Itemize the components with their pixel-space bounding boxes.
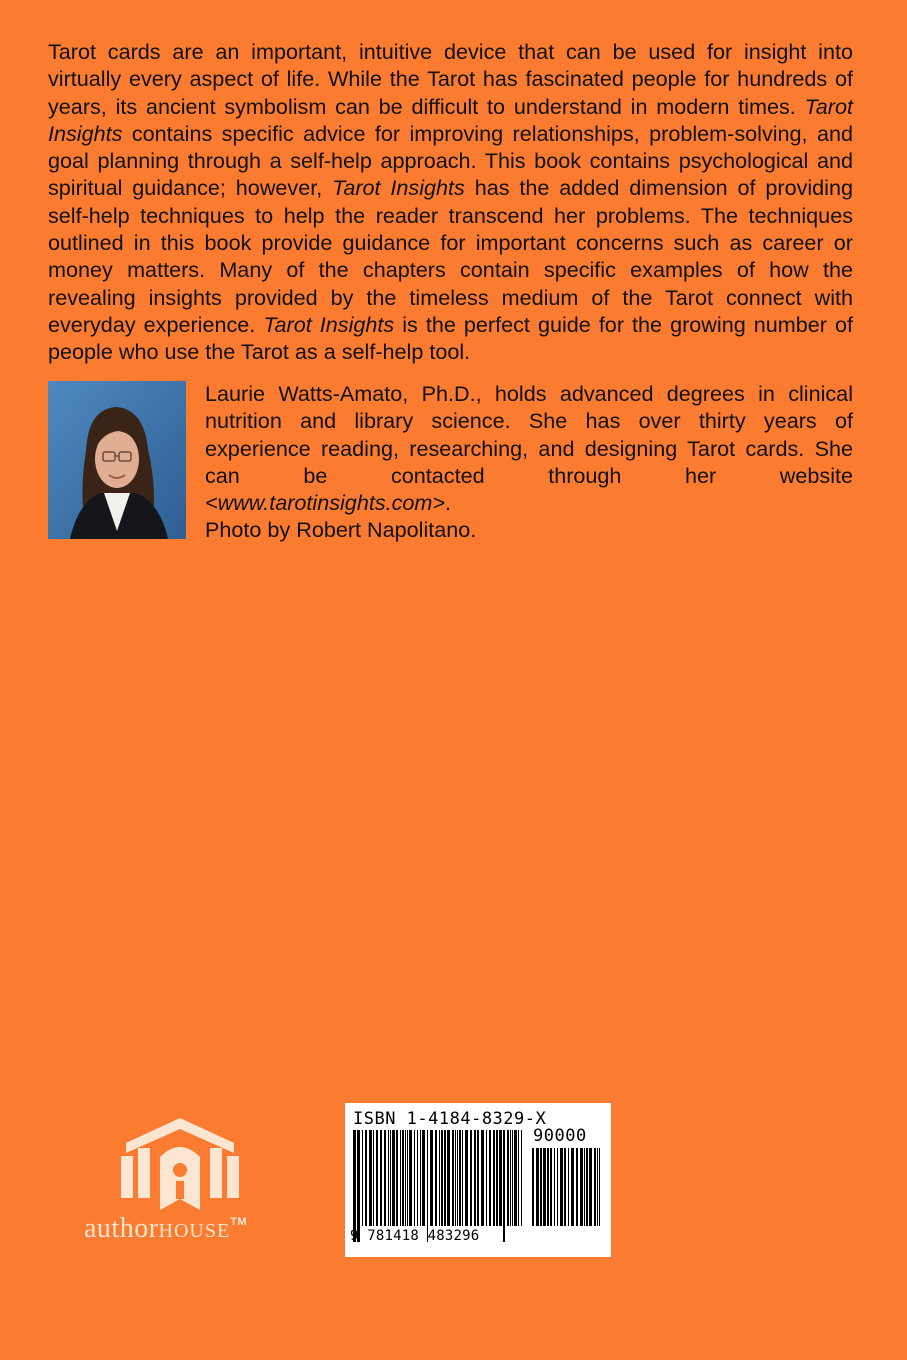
blurb-part-1: Tarot cards are an important, intuitive device that can be used for insight into virtually every aspect of life. While the Tarot has fascinated people for hundreds of years, its ancient symbolism can be difficult to understand in modern times. xyxy=(48,39,853,119)
barcode-bar xyxy=(547,1148,549,1226)
barcode-bar xyxy=(459,1130,461,1226)
barcode-bar xyxy=(388,1130,389,1226)
trademark-symbol: TM xyxy=(230,1216,248,1228)
barcode-bar xyxy=(521,1130,522,1226)
barcode-bar xyxy=(571,1148,574,1226)
barcode-bar xyxy=(417,1130,418,1226)
barcode-bar xyxy=(507,1130,509,1226)
barcode-bar xyxy=(584,1148,585,1226)
barcode-bar xyxy=(496,1130,498,1226)
barcode-bar xyxy=(568,1148,569,1226)
photo-credit: Photo by Robert Napolitano. xyxy=(205,517,477,543)
barcode-bar xyxy=(589,1148,592,1226)
website-suffix: . xyxy=(445,490,452,516)
barcode-bar xyxy=(407,1130,408,1226)
barcode-bar xyxy=(357,1130,360,1242)
back-cover-blurb xyxy=(48,38,853,366)
barcode-bar xyxy=(422,1130,425,1226)
barcode-bar xyxy=(536,1148,539,1226)
book-title-ref-1: Tarot Insights xyxy=(48,93,854,146)
barcode-bar xyxy=(564,1148,566,1226)
barcode-bar xyxy=(477,1130,479,1226)
barcode-bars xyxy=(353,1130,523,1242)
barcode-bar xyxy=(543,1148,546,1226)
barcode-bar xyxy=(457,1130,458,1226)
barcode-bar xyxy=(489,1130,491,1226)
barcode-bar xyxy=(409,1130,412,1226)
author-photo xyxy=(48,381,186,539)
barcode-bar xyxy=(532,1148,534,1226)
isbn-barcode xyxy=(345,1103,611,1257)
barcode-bar xyxy=(470,1130,472,1226)
barcode-bar xyxy=(402,1130,404,1226)
barcode-bar xyxy=(369,1130,372,1226)
barcode-bar xyxy=(503,1130,505,1242)
barcode-bar xyxy=(444,1130,446,1226)
barcode-bar xyxy=(462,1130,463,1226)
publisher-name-upper: HOUSE xyxy=(158,1220,231,1242)
barcode-bar xyxy=(376,1130,378,1226)
barcode-bar xyxy=(586,1148,588,1226)
barcode-bar xyxy=(430,1130,433,1226)
price-code: 90000 xyxy=(533,1126,587,1146)
barcode-bar xyxy=(474,1130,476,1226)
barcode-bar xyxy=(365,1130,367,1226)
blurb-part-3: has the added dimension of providing self-help techniques to help the reader transcend her problems. The techniques outlined in this book provide guidance for important concerns such as career or money matters. Many of the chapters contain specific examples of how the revealing insights provided by the timeless medium of the Tarot connect with everyday experience. xyxy=(48,175,854,337)
barcode-bar xyxy=(427,1130,428,1242)
barcode-bar xyxy=(493,1130,495,1226)
blurb-part-2: contains specific advice for improving relationships, problem-solving, and goal planning through a self-help approach. This book contains psychological and spiritual guidance; however, xyxy=(48,120,853,201)
barcode-bar xyxy=(441,1130,443,1226)
barcode-bar xyxy=(465,1130,468,1226)
barcode-bar xyxy=(447,1130,450,1226)
addon-barcode-bars xyxy=(532,1148,602,1242)
bio-website-line xyxy=(205,489,853,516)
barcode-bar xyxy=(514,1130,517,1226)
isbn-label: ISBN 1-4184-8329-X xyxy=(353,1109,547,1129)
barcode-bar xyxy=(560,1148,563,1226)
barcode-bar xyxy=(550,1148,552,1226)
barcode-bar xyxy=(481,1130,484,1226)
barcode-bar xyxy=(392,1130,395,1226)
barcode-bar xyxy=(518,1130,519,1226)
barcode-bar xyxy=(557,1148,558,1226)
barcode-bar xyxy=(373,1130,374,1226)
book-title-ref-3: Tarot Insights xyxy=(263,311,395,337)
barcode-bar xyxy=(599,1148,600,1226)
barcode-bar xyxy=(439,1130,440,1226)
barcode-bar xyxy=(405,1130,406,1226)
barcode-bar xyxy=(353,1130,356,1242)
barcode-bar xyxy=(396,1130,398,1226)
blurb-part-4: is the perfect guide for the growing number of people who use the Tarot as a self-help tool. xyxy=(48,311,853,365)
barcode-bar xyxy=(380,1130,382,1226)
barcode-bar xyxy=(384,1130,386,1226)
barcode-bar xyxy=(540,1148,542,1226)
barcode-bar xyxy=(452,1130,454,1226)
barcode-bar xyxy=(400,1130,401,1226)
barcode-bar xyxy=(420,1130,421,1226)
bio-text: Laurie Watts-Amato, Ph.D., holds advanced degrees in clinical nutrition and library science. She has over thirty years of experience reading, researching, and designing Tarot cards. She can be contacted through her website xyxy=(205,381,853,488)
house-icon xyxy=(80,1115,280,1215)
barcode-bar xyxy=(554,1148,555,1226)
publisher-name-lower: author xyxy=(84,1213,159,1244)
barcode-bar xyxy=(486,1130,487,1226)
barcode-bar xyxy=(414,1130,415,1226)
barcode-bar xyxy=(580,1148,583,1226)
publisher-wordmark xyxy=(84,1213,247,1245)
barcode-bar xyxy=(576,1148,578,1226)
barcode-bar xyxy=(594,1148,596,1226)
barcode-bar xyxy=(499,1130,502,1226)
barcode-bar xyxy=(597,1148,598,1226)
barcode-bar xyxy=(435,1130,437,1226)
barcode-bar xyxy=(455,1130,456,1226)
author-website: <www.tarotinsights.com> xyxy=(205,490,446,516)
author-bio xyxy=(205,380,853,544)
book-title-ref-2: Tarot Insights xyxy=(332,175,465,201)
barcode-bar xyxy=(510,1130,511,1226)
barcode-bar xyxy=(362,1130,363,1226)
barcode-bar xyxy=(390,1130,391,1226)
barcode-bar xyxy=(512,1130,513,1226)
ean-number: 9 781418 483296 xyxy=(350,1228,480,1244)
